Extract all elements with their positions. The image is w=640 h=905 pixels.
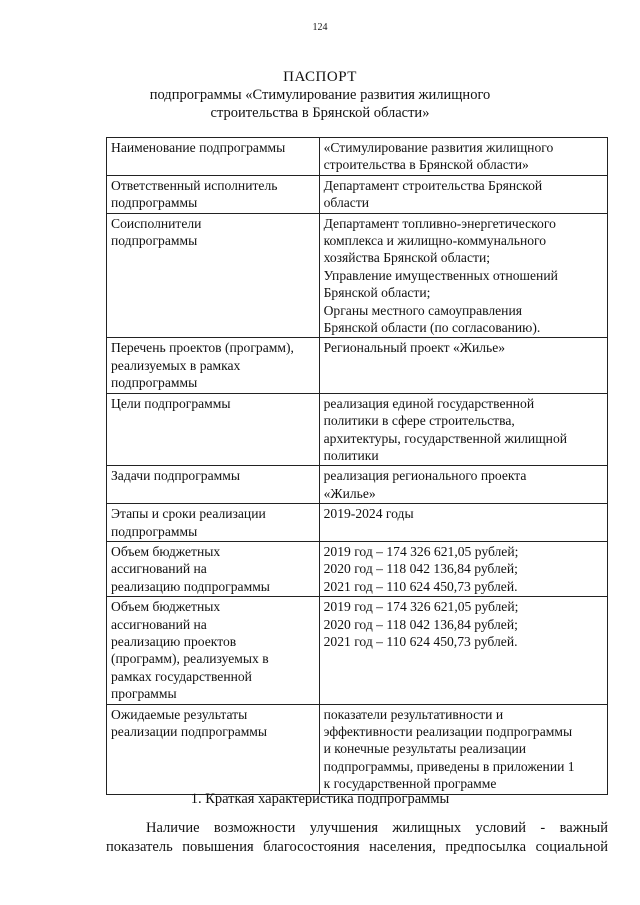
passport-table [106, 137, 608, 795]
table-row [107, 138, 608, 176]
row-label-line: подпрограммы [111, 195, 198, 211]
row-label-line: подпрограммы [111, 233, 198, 249]
row-value-line: Органы местного самоуправления [323, 302, 522, 318]
table-row [107, 338, 608, 393]
section-heading: 1. Краткая характеристика подпрограммы [190, 791, 450, 807]
row-label-cell [107, 213, 320, 338]
row-value-line: «Стимулирование развития жилищного [323, 140, 554, 155]
row-value-line: 2020 год – 118 042 136,84 рублей; [323, 616, 518, 632]
row-label-line: Объем бюджетных [111, 543, 221, 559]
row-label-cell [107, 175, 320, 213]
title-line-2: строительства в Брянской области» [210, 105, 430, 121]
row-value-line: 2019-2024 годы [323, 506, 414, 522]
row-label-line: Соисполнители [111, 215, 202, 231]
row-value-line: реализация единой государственной [323, 395, 535, 411]
row-value-cell [319, 504, 607, 542]
paragraph-line-2: показатель повышения благосостояния населения, предпосылка социальной [106, 839, 608, 855]
row-label-line: (программ), реализуемых в [111, 651, 269, 667]
row-label-line: Перечень проектов (программ), [111, 340, 294, 356]
row-value-line: 2019 год – 174 326 621,05 рублей; [323, 543, 519, 559]
row-label-line: ассигнований на [111, 561, 207, 577]
row-label-line: подпрограммы [111, 523, 198, 539]
row-label-cell [107, 338, 320, 393]
table-row [107, 213, 608, 338]
page-number: 124 [312, 22, 328, 33]
row-value-line: области [323, 195, 370, 211]
row-label-line: Объем бюджетных [111, 599, 221, 615]
table-row [107, 541, 608, 596]
row-value-line: политики [323, 447, 379, 463]
title-line-1: подпрограммы «Стимулирование развития жилищного [149, 87, 491, 103]
table-row [107, 175, 608, 213]
table-row [107, 393, 608, 466]
row-label-line: Ожидаемые результаты [111, 706, 248, 722]
row-value-line: 2021 год – 110 624 450,73 рублей. [323, 633, 518, 649]
row-value-line: показатели результативности и [323, 706, 504, 722]
row-label-line: реализации подпрограммы [111, 724, 268, 739]
row-value-line: политики в сфере строительства, [323, 413, 515, 429]
row-value-line: Брянской области (по согласованию). [323, 320, 541, 336]
row-value-line: Региональный проект «Жилье» [323, 340, 506, 356]
row-label-cell [107, 504, 320, 542]
row-value-line: Департамент топливно-энергетического [323, 215, 556, 231]
row-value-line: реализация регионального проекта [323, 468, 527, 484]
document-title [0, 68, 640, 122]
row-value-line: комплекса и жилищно-коммунального [323, 233, 547, 249]
row-value-cell [319, 213, 607, 338]
row-value-cell [319, 175, 607, 213]
section-paragraph [106, 819, 608, 857]
row-label-cell [107, 704, 320, 794]
table-row [107, 504, 608, 542]
row-value-line: 2019 год – 174 326 621,05 рублей; [323, 599, 519, 615]
row-label-cell [107, 541, 320, 596]
row-value-line: к государственной программе [323, 776, 497, 792]
row-value-line: строительства в Брянской области» [323, 157, 529, 173]
row-label-line: Этапы и сроки реализации [111, 506, 266, 522]
row-value-cell [319, 541, 607, 596]
title-main: ПАСПОРТ [283, 69, 357, 85]
row-label-line: реализацию подпрограммы [111, 578, 270, 594]
row-label-cell [107, 466, 320, 504]
row-value-line: Департамент строительства Брянской [323, 177, 543, 193]
row-label-cell [107, 393, 320, 466]
row-label-cell [107, 138, 320, 176]
row-value-line: архитектуры, государственной жилищной [323, 430, 568, 446]
row-value-cell [319, 393, 607, 466]
row-label-line: Задачи подпрограммы [111, 468, 240, 484]
paragraph-line-1: Наличие возможности улучшения жилищных условий - важный [146, 820, 608, 836]
row-value-line: 2021 год – 110 624 450,73 рублей. [323, 578, 518, 594]
table-row [107, 597, 608, 704]
row-label-line: подпрограммы [111, 375, 198, 391]
passport-table-body [107, 138, 608, 795]
row-label-line: Цели подпрограммы [111, 395, 231, 411]
row-label-line: рамках государственной [111, 668, 252, 684]
row-value-line: хозяйства Брянской области; [323, 250, 490, 266]
row-value-line: подпрограммы, приведены в приложении 1 [323, 758, 575, 774]
row-value-cell [319, 704, 607, 794]
row-value-line: и конечные результаты реализации [323, 741, 527, 757]
row-label-line: ассигнований на [111, 616, 207, 632]
row-value-line: 2020 год – 118 042 136,84 рублей; [323, 561, 518, 577]
row-value-line: Брянской области; [323, 285, 431, 301]
row-value-line: эффективности реализации подпрограммы [323, 724, 573, 739]
row-value-cell [319, 338, 607, 393]
row-label-line: реализуемых в рамках [111, 357, 241, 373]
row-label-line: Наименование подпрограммы [111, 140, 286, 155]
row-value-cell [319, 466, 607, 504]
row-label-cell [107, 597, 320, 704]
row-label-line: реализацию проектов [111, 633, 237, 649]
row-value-line: «Жилье» [323, 485, 376, 501]
table-row [107, 704, 608, 794]
row-label-line: программы [111, 686, 177, 702]
table-row [107, 466, 608, 504]
row-value-cell [319, 597, 607, 704]
row-label-line: Ответственный исполнитель [111, 177, 278, 193]
row-value-line: Управление имущественных отношений [323, 267, 558, 283]
row-value-cell [319, 138, 607, 176]
